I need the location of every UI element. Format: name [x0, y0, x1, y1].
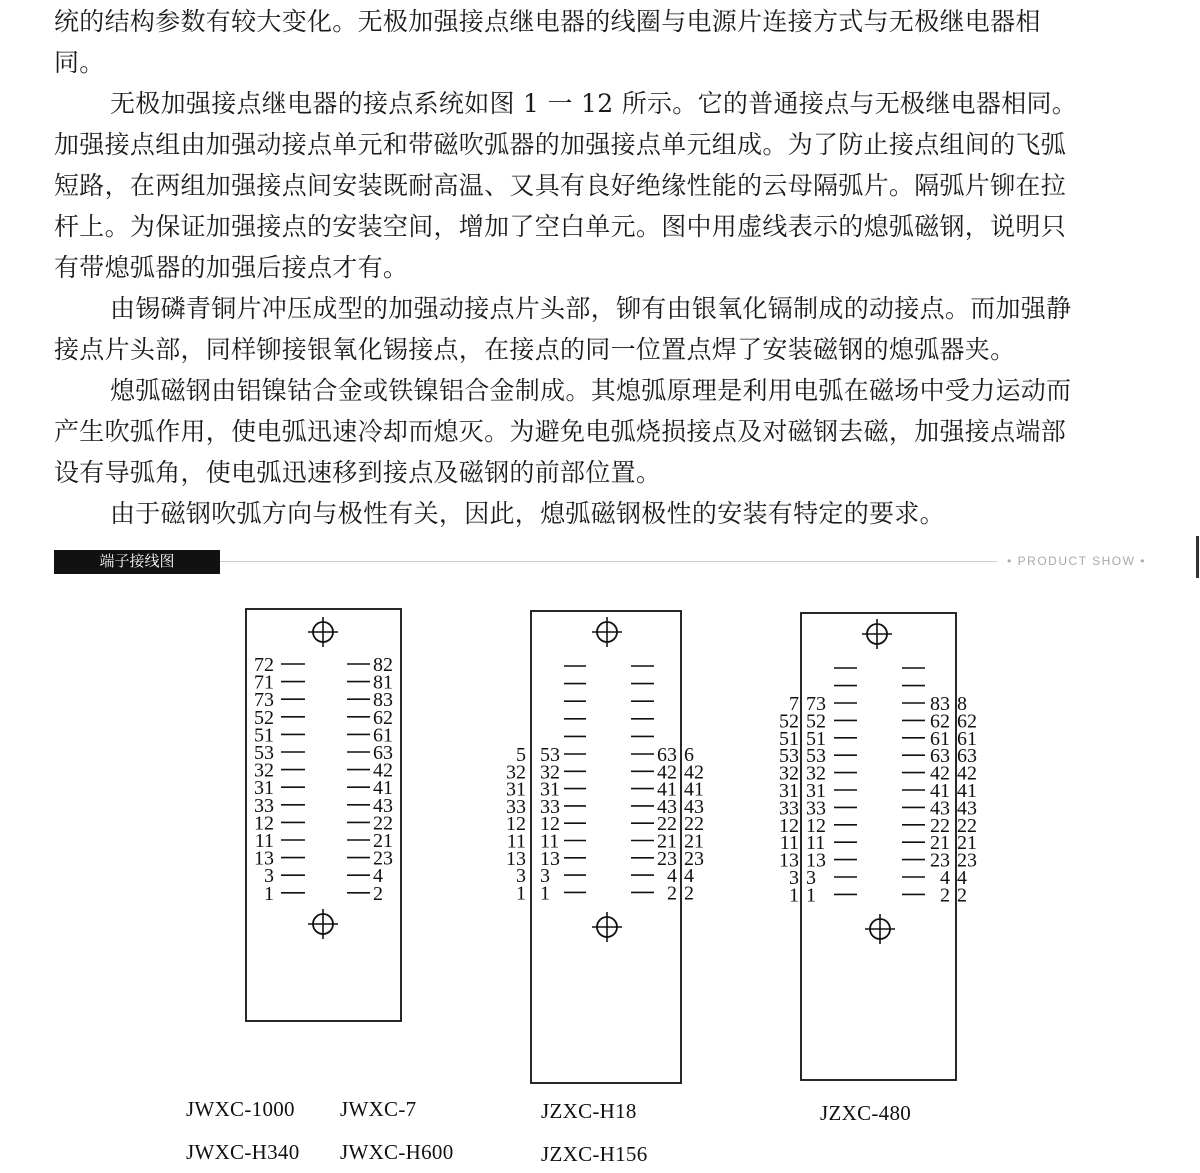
- left-terminal-label: 13: [254, 847, 274, 870]
- outer-right-terminal-label: 4: [957, 867, 967, 889]
- outer-left-terminal-label: 11: [779, 832, 799, 855]
- outer-right-terminal-label: 43: [684, 795, 704, 818]
- outer-right-terminal-label: 42: [957, 762, 977, 785]
- inner-right-terminal-label: 23: [657, 847, 677, 870]
- inner-right-terminal-label: 42: [930, 762, 950, 785]
- paragraph-line: 统的结构参数有较大变化。无极加强接点继电器的线圈与电源片连接方式与无极继电器相: [54, 7, 1041, 36]
- terminal-wiring-diagrams: [0, 580, 1200, 1173]
- outer-left-terminal-label: 33: [506, 795, 526, 818]
- model-label-jwxc-h600: JWXC-H600: [340, 1140, 454, 1164]
- paragraph-line: 同。: [54, 48, 105, 77]
- outer-left-terminal-label: 13: [779, 849, 799, 872]
- outer-left-terminal-label: 12: [506, 813, 526, 836]
- left-terminal-label: 33: [254, 794, 274, 817]
- right-terminal-label: 2: [373, 882, 383, 905]
- right-terminal-label: 22: [373, 812, 393, 835]
- inner-left-terminal-label: 52: [806, 710, 826, 733]
- model-label-jzxc-h156: JZXC-H156: [541, 1142, 648, 1166]
- section-subtitle: • PRODUCT SHOW •: [997, 552, 1146, 570]
- inner-left-terminal-label: 11: [540, 830, 560, 853]
- inner-left-terminal-label: 53: [540, 744, 560, 766]
- inner-right-terminal-label: 41: [657, 778, 677, 801]
- outer-left-terminal-label: 32: [779, 762, 799, 785]
- inner-left-terminal-label: 51: [806, 727, 826, 750]
- outer-left-terminal-label: 31: [779, 780, 799, 802]
- outer-left-terminal-label: 32: [506, 761, 526, 784]
- page-edge-marker: [1196, 536, 1199, 578]
- inner-right-terminal-label: 21: [930, 832, 950, 855]
- left-terminal-label: 11: [254, 830, 274, 852]
- inner-right-terminal-label: 83: [930, 693, 950, 715]
- inner-left-terminal-label: 32: [540, 761, 560, 784]
- left-terminal-label: 73: [254, 689, 274, 712]
- right-terminal-label: 41: [373, 777, 393, 800]
- model-label-jzxc-480: JZXC-480: [820, 1101, 912, 1125]
- outer-left-terminal-label: 51: [779, 727, 799, 750]
- paragraph-line: 熄弧磁钢由铝镍钴合金或铁镍铝合金制成。其熄弧原理是利用电弧在磁场中受力运动而: [110, 376, 1072, 405]
- inner-left-terminal-label: 3: [540, 865, 550, 888]
- inner-left-terminal-label: 31: [540, 778, 560, 801]
- model-label-jwxc-7: JWXC-7: [340, 1097, 417, 1121]
- paragraph-line: 杆上。为保证加强接点的安装空间，增加了空白单元。图中用虚线表示的熄弧磁钢，说明只: [54, 212, 1067, 241]
- section-title: 端子接线图: [54, 550, 220, 574]
- outer-left-terminal-label: 53: [779, 745, 799, 768]
- inner-right-terminal-label: 63: [930, 745, 950, 768]
- outer-right-terminal-label: 23: [684, 847, 704, 870]
- outer-right-terminal-label: 2: [684, 882, 694, 905]
- right-terminal-label: 42: [373, 759, 393, 782]
- paragraph-line: 接点片头部，同样铆接银氧化锡接点，在接点的同一位置点焊了安装磁钢的熄弧器夹。: [54, 335, 1016, 364]
- outer-left-terminal-label: 52: [779, 710, 799, 733]
- left-terminal-label: 31: [254, 777, 274, 800]
- inner-left-terminal-label: 12: [806, 814, 826, 837]
- inner-right-terminal-label: 23: [930, 849, 950, 872]
- right-terminal-label: 83: [373, 689, 393, 712]
- inner-right-terminal-label: 61: [930, 727, 950, 750]
- paragraph-line: 无极加强接点继电器的接点系统如图 1 一 12 所示。它的普通接点与无极继电器相同。: [110, 89, 1078, 118]
- outer-right-terminal-label: 21: [684, 830, 704, 853]
- model-label-jzxc-h18: JZXC-H18: [541, 1099, 637, 1123]
- inner-right-terminal-label: 2: [667, 882, 677, 905]
- outer-right-terminal-label: 43: [957, 797, 977, 820]
- inner-right-terminal-label: 42: [657, 761, 677, 784]
- paragraph-line: 设有导弧角，使电弧迅速移到接点及磁钢的前部位置。: [54, 458, 662, 487]
- outer-right-terminal-label: 21: [957, 832, 977, 855]
- outer-left-terminal-label: 5: [516, 744, 526, 766]
- inner-right-terminal-label: 21: [657, 830, 677, 853]
- outer-right-terminal-label: 4: [684, 865, 694, 888]
- outer-left-terminal-label: 3: [789, 867, 799, 889]
- outer-right-terminal-label: 41: [684, 778, 704, 801]
- right-terminal-label: 21: [373, 830, 393, 852]
- right-terminal-label: 4: [373, 865, 383, 888]
- outer-right-terminal-label: 42: [684, 761, 704, 784]
- inner-left-terminal-label: 13: [540, 847, 560, 870]
- outer-right-terminal-label: 6: [684, 744, 694, 766]
- right-terminal-label: 61: [373, 724, 393, 747]
- outer-left-terminal-label: 1: [516, 882, 526, 905]
- outer-right-terminal-label: 23: [957, 849, 977, 872]
- right-terminal-label: 63: [373, 742, 393, 764]
- outer-left-terminal-label: 13: [506, 847, 526, 870]
- inner-right-terminal-label: 4: [940, 867, 950, 889]
- left-terminal-label: 51: [254, 724, 274, 747]
- paragraph-line: 短路，在两组加强接点间安装既耐高温、又具有良好绝缘性能的云母隔弧片。隔弧片铆在拉: [54, 171, 1067, 200]
- outer-right-terminal-label: 22: [957, 814, 977, 837]
- model-label-jwxc-h340: JWXC-H340: [186, 1140, 300, 1164]
- paragraph-line: 由于磁钢吹弧方向与极性有关，因此，熄弧磁钢极性的安装有特定的要求。: [110, 499, 945, 528]
- left-terminal-label: 52: [254, 706, 274, 729]
- section-header: [54, 550, 1146, 574]
- inner-right-terminal-label: 22: [657, 813, 677, 836]
- right-terminal-label: 23: [373, 847, 393, 870]
- outer-right-terminal-label: 2: [957, 884, 967, 907]
- paragraph-line: 由锡磷青铜片冲压成型的加强动接点片头部，铆有由银氧化镉制成的动接点。而加强静: [110, 294, 1072, 323]
- left-terminal-label: 53: [254, 742, 274, 764]
- inner-left-terminal-label: 1: [540, 882, 550, 905]
- inner-left-terminal-label: 11: [806, 832, 826, 855]
- right-terminal-label: 43: [373, 794, 393, 817]
- left-terminal-label: 1: [264, 882, 274, 905]
- paragraph-line: 产生吹弧作用，使电弧迅速冷却而熄灭。为避免电弧烧损接点及对磁钢去磁，加强接点端部: [54, 417, 1067, 446]
- outer-right-terminal-label: 41: [957, 780, 977, 802]
- outer-left-terminal-label: 7: [789, 693, 799, 715]
- outer-right-terminal-label: 63: [957, 745, 977, 768]
- inner-right-terminal-label: 41: [930, 780, 950, 802]
- left-terminal-label: 71: [254, 671, 274, 694]
- inner-right-terminal-label: 43: [930, 797, 950, 820]
- outer-left-terminal-label: 1: [789, 884, 799, 907]
- paragraph-line: 有带熄弧器的加强后接点才有。: [54, 253, 409, 282]
- inner-left-terminal-label: 12: [540, 813, 560, 836]
- outer-left-terminal-label: 3: [516, 865, 526, 888]
- left-terminal-label: 3: [264, 865, 274, 888]
- inner-left-terminal-label: 53: [806, 745, 826, 768]
- outer-left-terminal-label: 12: [779, 814, 799, 837]
- right-terminal-label: 81: [373, 671, 393, 694]
- inner-right-terminal-label: 22: [930, 814, 950, 837]
- left-terminal-label: 12: [254, 812, 274, 835]
- inner-left-terminal-label: 73: [806, 693, 826, 715]
- outer-right-terminal-label: 8: [957, 693, 967, 715]
- inner-right-terminal-label: 4: [667, 865, 677, 888]
- outer-right-terminal-label: 62: [957, 710, 977, 733]
- outer-left-terminal-label: 33: [779, 797, 799, 820]
- inner-left-terminal-label: 31: [806, 780, 826, 802]
- outer-right-terminal-label: 22: [684, 813, 704, 836]
- right-terminal-label: 62: [373, 706, 393, 729]
- left-terminal-label: 72: [254, 654, 274, 676]
- inner-left-terminal-label: 33: [806, 797, 826, 820]
- inner-right-terminal-label: 2: [940, 884, 950, 907]
- inner-left-terminal-label: 32: [806, 762, 826, 785]
- inner-left-terminal-label: 13: [806, 849, 826, 872]
- model-label-jwxc-1000: JWXC-1000: [186, 1097, 295, 1121]
- inner-right-terminal-label: 63: [657, 744, 677, 766]
- left-terminal-label: 32: [254, 759, 274, 782]
- outer-right-terminal-label: 61: [957, 727, 977, 750]
- inner-right-terminal-label: 43: [657, 795, 677, 818]
- inner-left-terminal-label: 3: [806, 867, 816, 889]
- inner-right-terminal-label: 62: [930, 710, 950, 733]
- paragraph-line: 加强接点组由加强动接点单元和带磁吹弧器的加强接点单元组成。为了防止接点组间的飞弧: [54, 130, 1067, 159]
- outer-left-terminal-label: 11: [506, 830, 526, 853]
- inner-left-terminal-label: 1: [806, 884, 816, 907]
- inner-left-terminal-label: 33: [540, 795, 560, 818]
- outer-left-terminal-label: 31: [506, 778, 526, 801]
- right-terminal-label: 82: [373, 654, 393, 676]
